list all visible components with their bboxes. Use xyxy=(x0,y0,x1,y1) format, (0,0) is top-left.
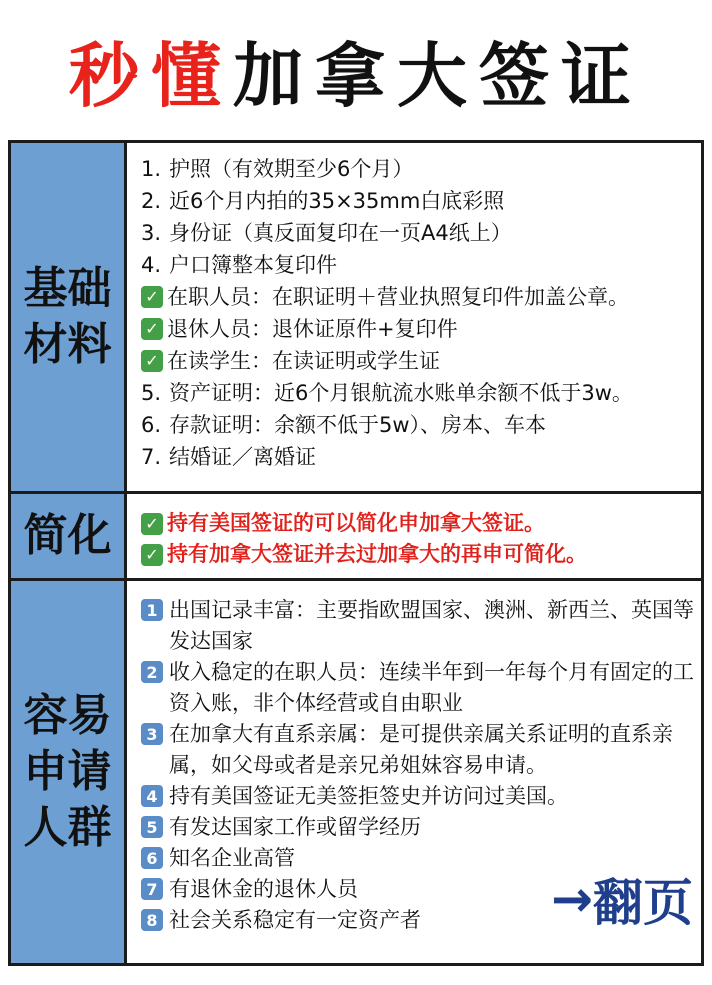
list-item xyxy=(141,185,695,217)
item-text: 在读学生：在读证明或学生证 xyxy=(167,349,440,373)
next-page-label: 翻页 xyxy=(593,874,693,932)
checkmark-icon: ✓ xyxy=(141,286,163,308)
list-item xyxy=(141,781,709,812)
item-number: 1. xyxy=(141,157,162,181)
item-text: 护照（有效期至少6个月） xyxy=(169,157,414,181)
item-number: 6. xyxy=(141,413,162,437)
page-title xyxy=(0,0,712,140)
item-text: 在职人员：在职证明＋营业执照复印件加盖公章。 xyxy=(167,285,629,309)
section-label: 基础材料 xyxy=(11,143,127,491)
item-text: 存款证明：余额不低于5w）、房本、车本 xyxy=(169,413,547,437)
number-badge-icon: 3 xyxy=(141,723,163,745)
info-table xyxy=(8,140,704,966)
number-badge-icon: 5 xyxy=(141,816,163,838)
item-text: 在加拿大有直系亲属：是可提供亲属关系证明的直系亲属，如父母或者是亲兄弟姐妹容易申请。 xyxy=(169,722,673,777)
section-basic xyxy=(11,143,701,494)
item-text: 有发达国家工作或留学经历 xyxy=(169,815,421,839)
item-number: 3. xyxy=(141,221,162,245)
item-text: 有退休金的退休人员 xyxy=(169,877,358,901)
item-text: 社会关系稳定有一定资产者 xyxy=(169,908,421,932)
item-text: 收入稳定的在职人员：连续半年到一年每个月有固定的工资入账，非个体经营或自由职业 xyxy=(169,660,694,715)
item-text: 持有美国签证无美签拒签史并访问过美国。 xyxy=(169,784,568,808)
list-item xyxy=(141,217,695,249)
section-label: 容易申请人群 xyxy=(11,581,127,963)
list-item xyxy=(141,281,695,313)
list-item xyxy=(141,657,709,719)
item-number: 5. xyxy=(141,381,162,405)
list-item xyxy=(141,313,695,345)
list-item xyxy=(141,812,709,843)
arrow-right-icon: → xyxy=(551,870,593,928)
item-text: 资产证明：近6个月银航流水账单余额不低于3w。 xyxy=(169,381,633,405)
item-number: 2. xyxy=(141,189,162,213)
section-content xyxy=(127,143,701,491)
item-text: 出国记录丰富：主要指欧盟国家、澳洲、新西兰、英国等发达国家 xyxy=(169,598,694,653)
item-text: 身份证（真反面复印在一页A4纸上） xyxy=(169,221,512,245)
item-text: 结婚证／离婚证 xyxy=(169,445,316,469)
item-text: 持有美国签证的可以简化申加拿大签证。 xyxy=(167,511,545,535)
title-highlight: 秒懂 xyxy=(69,34,233,117)
next-page-button[interactable] xyxy=(551,863,693,935)
number-badge-icon: 7 xyxy=(141,878,163,900)
section-content xyxy=(127,494,701,578)
section-simplify xyxy=(11,494,701,581)
checkmark-icon: ✓ xyxy=(141,544,163,566)
number-badge-icon: 8 xyxy=(141,909,163,931)
item-number: 7. xyxy=(141,445,162,469)
section-content xyxy=(127,581,712,963)
list-item xyxy=(141,719,709,781)
list-item xyxy=(141,409,695,441)
simplify-list xyxy=(141,508,695,570)
section-easy xyxy=(11,581,701,963)
list-item xyxy=(141,345,695,377)
number-badge-icon: 2 xyxy=(141,661,163,683)
list-item xyxy=(141,377,695,409)
title-main: 加拿大签证 xyxy=(233,34,643,117)
list-item xyxy=(141,153,695,185)
item-text: 持有加拿大签证并去过加拿大的再申可简化。 xyxy=(167,542,587,566)
checkmark-icon: ✓ xyxy=(141,350,163,372)
checkmark-icon: ✓ xyxy=(141,318,163,340)
list-item xyxy=(141,508,695,539)
list-item xyxy=(141,441,695,473)
item-text: 知名企业高管 xyxy=(169,846,295,870)
item-text: 户口簿整本复印件 xyxy=(169,253,337,277)
list-item xyxy=(141,539,695,570)
list-item xyxy=(141,249,695,281)
number-badge-icon: 6 xyxy=(141,847,163,869)
item-number: 4. xyxy=(141,253,162,277)
item-text: 近6个月内拍的35×35mm白底彩照 xyxy=(169,189,505,213)
item-text: 退休人员：退休证原件+复印件 xyxy=(167,317,458,341)
checkmark-icon: ✓ xyxy=(141,513,163,535)
section-label: 简化 xyxy=(11,494,127,578)
number-badge-icon: 1 xyxy=(141,599,163,621)
basic-list xyxy=(141,153,695,473)
list-item xyxy=(141,595,709,657)
number-badge-icon: 4 xyxy=(141,785,163,807)
